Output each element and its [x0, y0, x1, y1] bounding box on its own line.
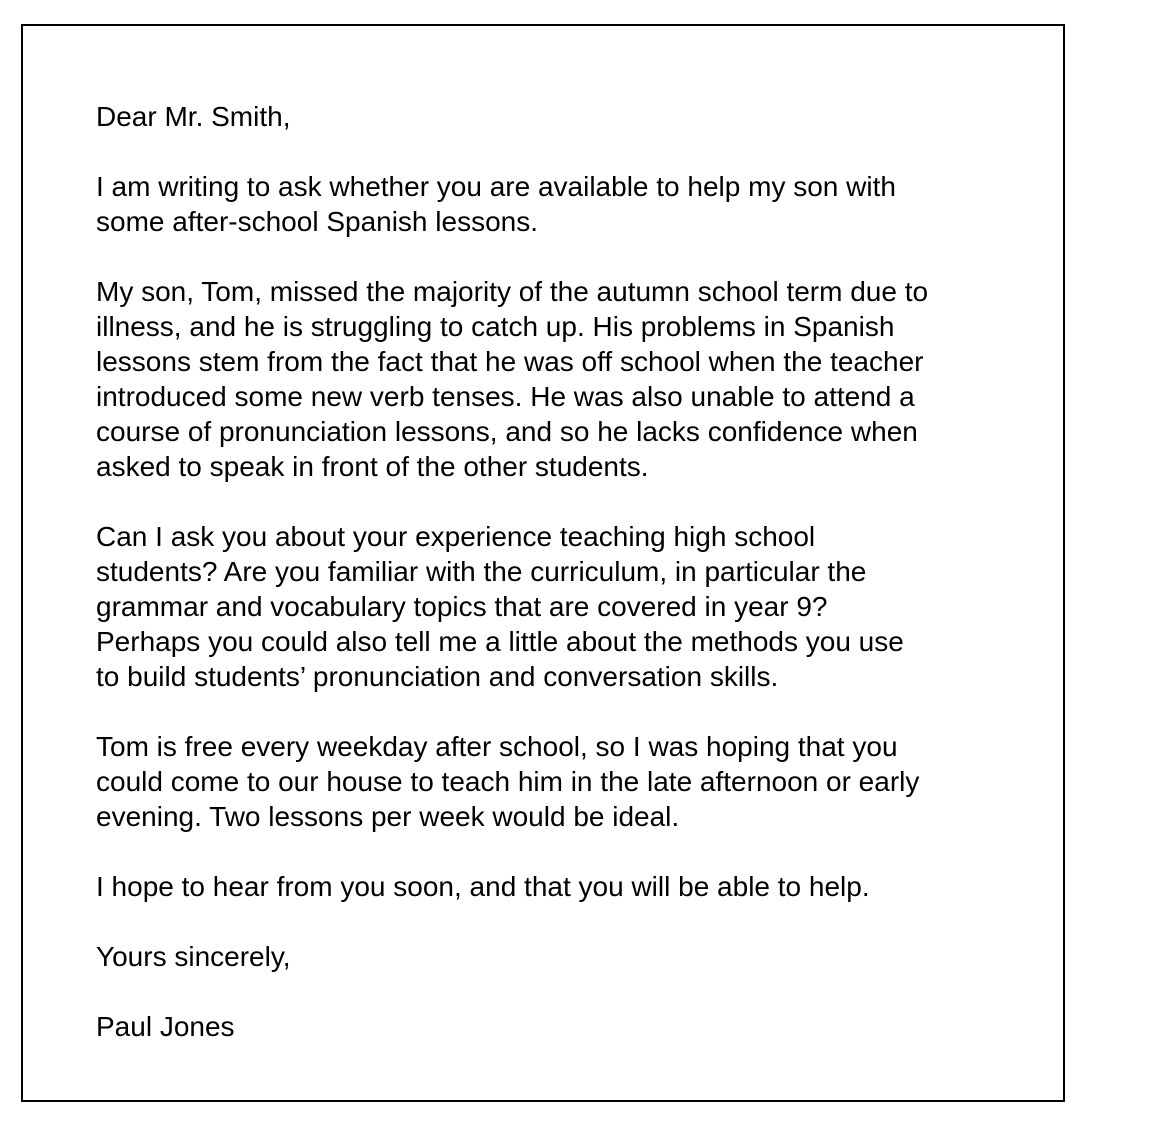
paragraph-questions — [96, 519, 996, 694]
salutation-line: Dear Mr. Smith, — [96, 101, 291, 132]
paragraph-line: to build students’ pronunciation and conversation skills. — [96, 661, 779, 692]
paragraph-line: Tom is free every weekday after school, so I was hoping that you — [96, 731, 898, 762]
paragraph-line: could come to our house to teach him in the late afternoon or early — [96, 766, 920, 797]
paragraph-line: I hope to hear from you soon, and that you will be able to help. — [96, 871, 870, 902]
paragraph-line: I am writing to ask whether you are available to help my son with — [96, 171, 896, 202]
paragraph-background — [96, 274, 996, 484]
signature — [96, 1009, 996, 1044]
paragraph-line: Can I ask you about your experience teaching high school — [96, 521, 816, 552]
paragraph-line: evening. Two lessons per week would be ideal. — [96, 801, 680, 832]
paragraph-line: some after-school Spanish lessons. — [96, 206, 538, 237]
paragraph-line: illness, and he is struggling to catch up. His problems in Spanish — [96, 311, 895, 342]
closing — [96, 939, 996, 974]
paragraph-line: students? Are you familiar with the curriculum, in particular the — [96, 556, 867, 587]
signature-line: Paul Jones — [96, 1011, 235, 1042]
letter-frame — [21, 24, 1065, 1102]
paragraph-line: asked to speak in front of the other students. — [96, 451, 649, 482]
paragraph-schedule — [96, 729, 996, 834]
paragraph-closing-remark — [96, 869, 996, 904]
paragraph-line: lessons stem from the fact that he was off school when the teacher — [96, 346, 924, 377]
paragraph-line: course of pronunciation lessons, and so he lacks confidence when — [96, 416, 918, 447]
closing-line: Yours sincerely, — [96, 941, 291, 972]
paragraph-line: Perhaps you could also tell me a little about the methods you use — [96, 626, 904, 657]
paragraph-line: My son, Tom, missed the majority of the autumn school term due to — [96, 276, 929, 307]
salutation — [96, 99, 996, 134]
paragraph-line: grammar and vocabulary topics that are covered in year 9? — [96, 591, 828, 622]
letter-body — [96, 99, 996, 1044]
paragraph-request — [96, 169, 996, 239]
paragraph-line: introduced some new verb tenses. He was also unable to attend a — [96, 381, 915, 412]
